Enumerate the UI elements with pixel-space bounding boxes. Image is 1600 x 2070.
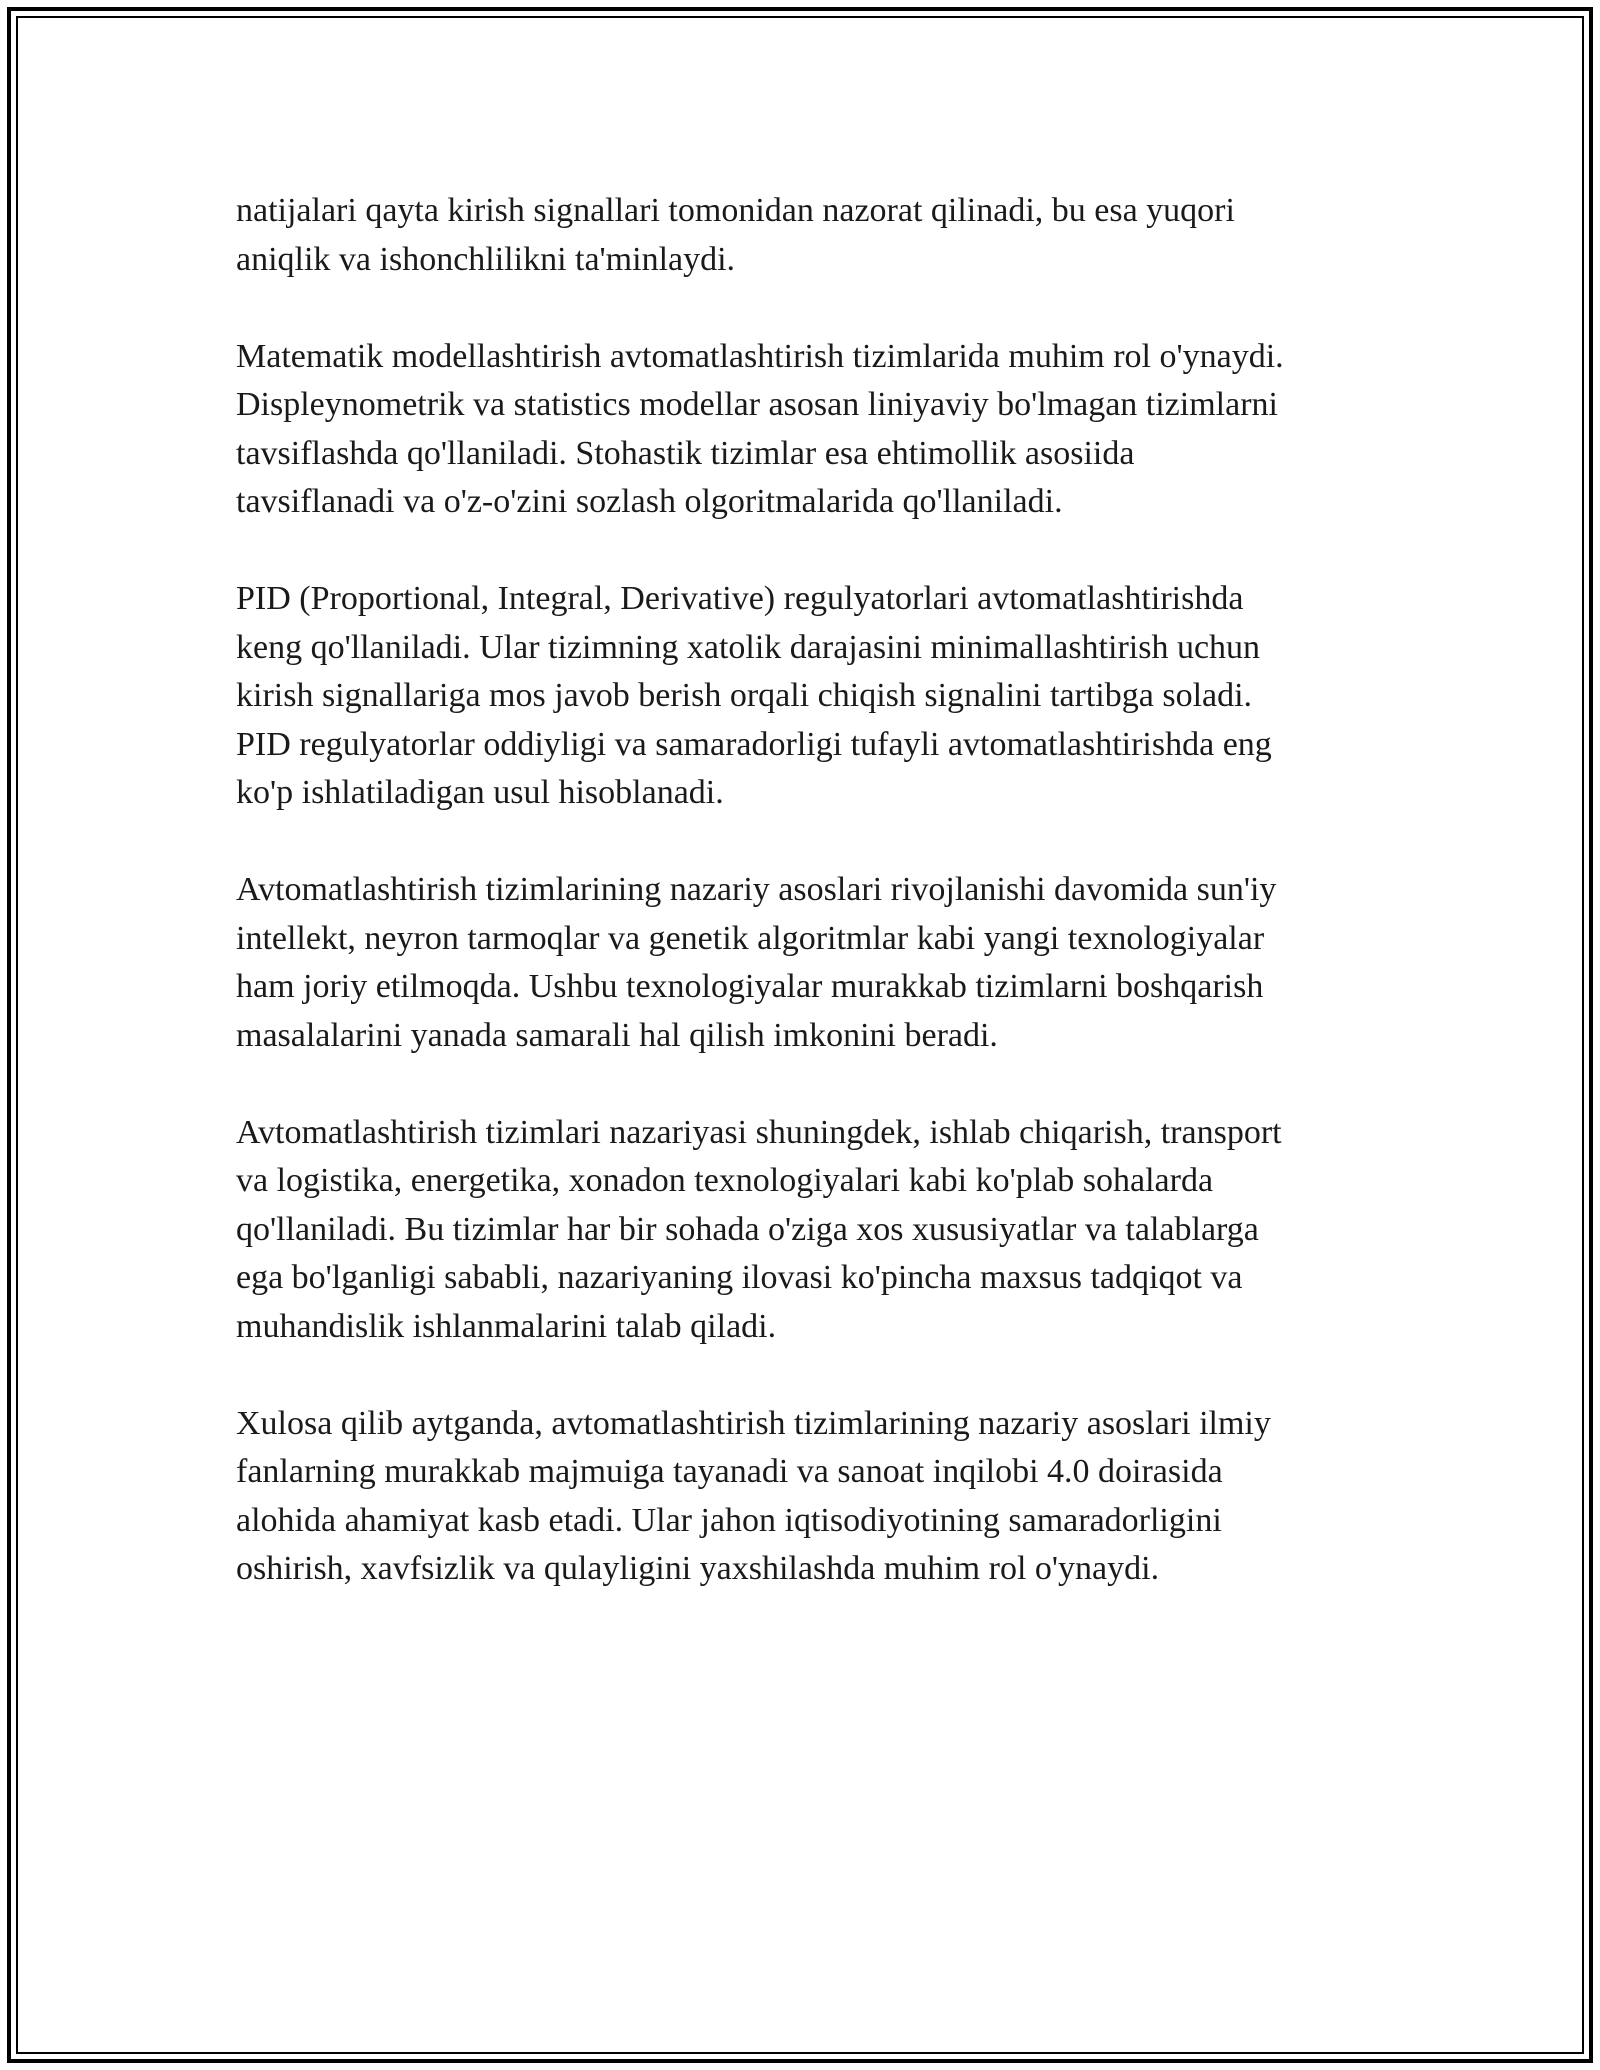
text-line: qo'llaniladi. Bu tizimlar har bir sohada o'ziga xos xususiyatlar va talablarga [236,1210,1259,1248]
paragraph-5 [236,1109,1386,1352]
text-line: PID regulyatorlar oddiyligi va samaradorligi tufayli avtomatlashtirishda eng [236,725,1272,763]
paragraph-4 [236,866,1386,1060]
text-line: tavsiflanadi va o'z-o'zini sozlash olgoritmalarida qo'llaniladi. [236,483,1063,520]
paragraph-3 [236,575,1386,818]
text-line: masalalarini yanada samarali hal qilish imkonini beradi. [236,1016,998,1054]
text-line: tavsiflashda qo'llaniladi. Stohastik tizimlar esa ehtimollik asosiida [236,434,1135,472]
text-line: alohida ahamiyat kasb etadi. Ular jahon iqtisodiyotining samaradorligini [236,1501,1222,1539]
text-line: natijalari qayta kirish signallari tomonidan nazorat qilinadi, bu esa yuqori [236,192,1235,229]
text-line: Avtomatlashtirish tizimlari nazariyasi shuningdek, ishlab chiqarish, transport [236,1113,1282,1151]
text-line: oshirish, xavfsizlik va qulayligini yaxshilashda muhim rol o'ynaydi. [236,1550,1160,1587]
paragraph-2 [236,333,1386,527]
text-line: keng qo'llaniladi. Ular tizimning xatolik darajasini minimallashtirish uchun [236,628,1261,666]
text-line: intellekt, neyron tarmoqlar va genetik algoritmlar kabi yangi texnologiyalar [236,919,1265,957]
text-line: fanlarning murakkab majmuiga tayanadi va sanoat inqilobi 4.0 doirasida [236,1453,1223,1490]
text-line: ega bo'lganligi sababli, nazariyaning ilovasi ko'pincha maxsus tadqiqot va [236,1259,1243,1296]
text-line: aniqlik va ishonchlilikni ta'minlaydi. [236,240,736,278]
text-line: kirish signallariga mos javob berish orqali chiqish signalini tartibga soladi. [236,677,1253,714]
text-line: muhandislik ishlanmalarini talab qiladi. [236,1307,777,1345]
text-line: Avtomatlashtirish tizimlarining nazariy asoslari rivojlanishi davomida sun'iy [236,871,1277,908]
paragraph-6 [236,1400,1386,1594]
text-line: va logistika, energetika, xonadon texnologiyalari kabi ko'plab sohalarda [236,1162,1214,1199]
text-line: PID (Proportional, Integral, Derivative) regulyatorlari avtomatlashtirishda [236,580,1244,617]
text-line: Displeynometrik va statistics modellar asosan liniyaviy bo'lmagan tizimlarni [236,386,1278,423]
text-line: Matematik modellashtirish avtomatlashtirish tizimlarida muhim rol o'ynaydi. [236,337,1284,375]
text-line: ham joriy etilmoqda. Ushbu texnologiyalar murakkab tizimlarni boshqarish [236,968,1264,1005]
text-line: ko'p ishlatiladigan usul hisoblanadi. [236,774,724,811]
document-body [236,187,1386,1594]
paragraph-1 [236,187,1386,284]
text-line: Xulosa qilib aytganda, avtomatlashtirish tizimlarining nazariy asoslari ilmiy [236,1404,1271,1442]
